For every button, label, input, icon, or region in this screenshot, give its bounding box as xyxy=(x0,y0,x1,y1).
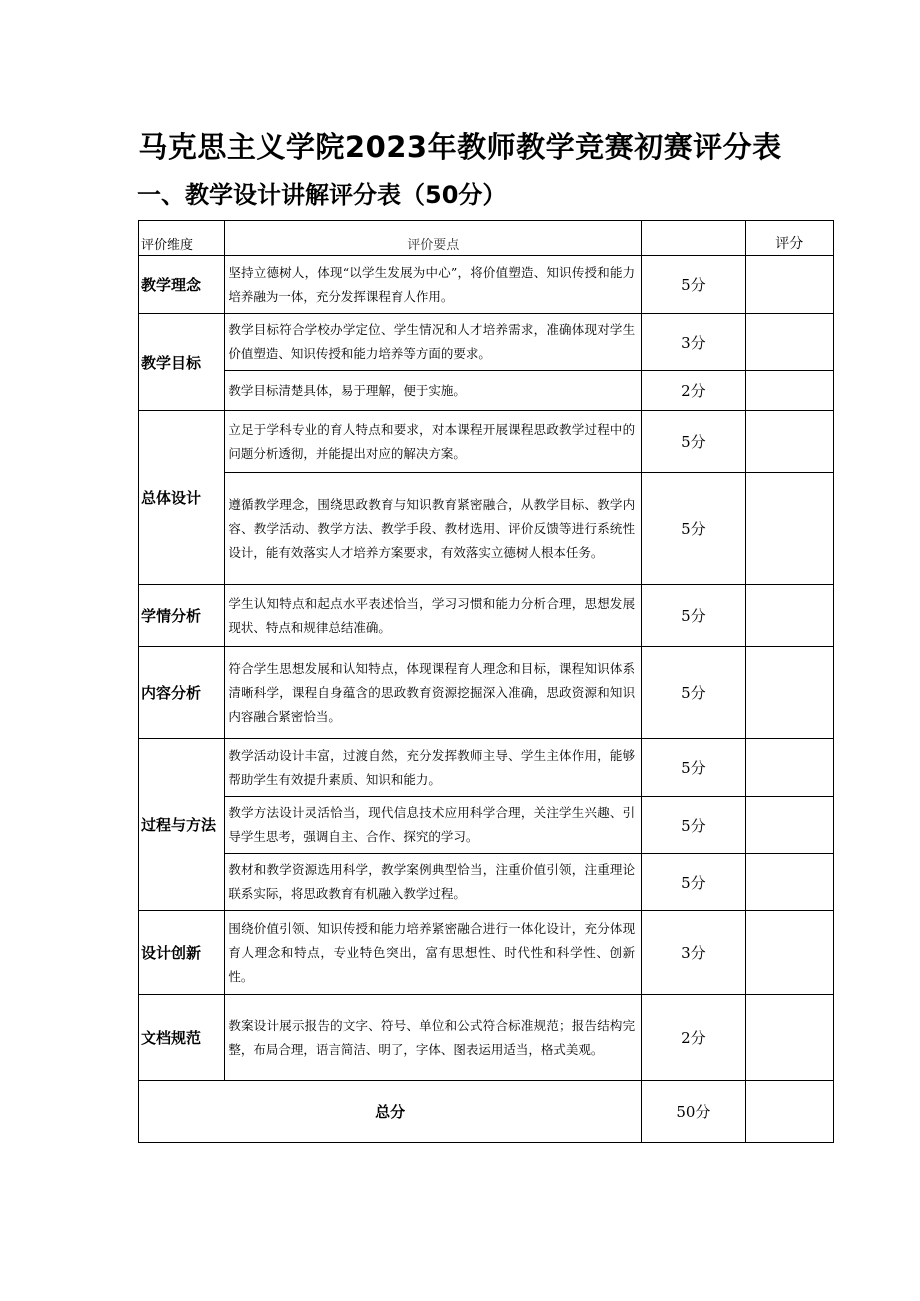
points-cell: 2分 xyxy=(642,995,745,1081)
total-row xyxy=(139,1081,834,1143)
header-criteria: 评价要点 xyxy=(225,221,642,256)
criteria-cell: 教材和教学资源选用科学，教学案例典型恰当，注重价值引领，注重理论联系实际，将思政教育有机融入教学过程。 xyxy=(225,854,642,911)
points-cell: 2分 xyxy=(642,371,745,411)
dimension-cell: 总体设计 xyxy=(139,411,225,585)
table-row xyxy=(139,854,834,911)
page-title: 马克思主义学院2023年教师教学竞赛初赛评分表 xyxy=(138,130,782,164)
dimension-cell: 设计创新 xyxy=(139,911,225,995)
points-cell: 3分 xyxy=(642,314,745,371)
score-input-cell[interactable] xyxy=(745,739,833,797)
table-row xyxy=(139,911,834,995)
total-score-input-cell[interactable] xyxy=(745,1081,833,1143)
table-row xyxy=(139,314,834,371)
points-cell: 5分 xyxy=(642,256,745,314)
score-input-cell[interactable] xyxy=(745,411,833,473)
table-header-row xyxy=(139,221,834,256)
points-cell: 5分 xyxy=(642,411,745,473)
table-row xyxy=(139,647,834,739)
table-row xyxy=(139,473,834,585)
score-input-cell[interactable] xyxy=(745,854,833,911)
points-cell: 5分 xyxy=(642,854,745,911)
score-input-cell[interactable] xyxy=(745,371,833,411)
table-row xyxy=(139,411,834,473)
points-cell: 3分 xyxy=(642,911,745,995)
points-cell: 5分 xyxy=(642,473,745,585)
score-input-cell[interactable] xyxy=(745,911,833,995)
criteria-cell: 遵循教学理念，围绕思政教育与知识教育紧密融合，从教学目标、教学内容、教学活动、教学方法、教学手段、教材选用、评价反馈等进行系统性设计，能有效落实人才培养方案要求，有效落实立德树人根本任务。 xyxy=(225,473,642,585)
table-row xyxy=(139,995,834,1081)
dimension-cell: 过程与方法 xyxy=(139,739,225,911)
score-input-cell[interactable] xyxy=(745,797,833,854)
criteria-cell: 坚持立德树人，体现“以学生发展为中心”，将价值塑造、知识传授和能力培养融为一体，充分发挥课程育人作用。 xyxy=(225,256,642,314)
points-cell: 5分 xyxy=(642,585,745,647)
criteria-cell: 立足于学科专业的育人特点和要求，对本课程开展课程思政教学过程中的问题分析透彻，并能提出对应的解决方案。 xyxy=(225,411,642,473)
criteria-cell: 教学目标清楚具体，易于理解，便于实施。 xyxy=(225,371,642,411)
header-dimension: 评价维度 xyxy=(139,221,225,256)
table-row xyxy=(139,797,834,854)
criteria-cell: 教学目标符合学校办学定位、学生情况和人才培养需求，准确体现对学生价值塑造、知识传授和能力培养等方面的要求。 xyxy=(225,314,642,371)
score-input-cell[interactable] xyxy=(745,314,833,371)
score-input-cell[interactable] xyxy=(745,473,833,585)
criteria-cell: 教学活动设计丰富，过渡自然，充分发挥教师主导、学生主体作用，能够帮助学生有效提升素质、知识和能力。 xyxy=(225,739,642,797)
table-row xyxy=(139,371,834,411)
total-points: 50分 xyxy=(642,1081,745,1143)
total-label: 总分 xyxy=(139,1081,642,1143)
score-input-cell[interactable] xyxy=(745,585,833,647)
score-input-cell[interactable] xyxy=(745,256,833,314)
score-input-cell[interactable] xyxy=(745,647,833,739)
table-row xyxy=(139,739,834,797)
dimension-cell: 内容分析 xyxy=(139,647,225,739)
score-input-cell[interactable] xyxy=(745,995,833,1081)
criteria-cell: 教案设计展示报告的文字、符号、单位和公式符合标准规范；报告结构完整，布局合理，语言简洁、明了，字体、图表运用适当，格式美观。 xyxy=(225,995,642,1081)
dimension-cell: 教学理念 xyxy=(139,256,225,314)
table-row xyxy=(139,585,834,647)
header-score: 评分 xyxy=(745,221,833,256)
criteria-cell: 围绕价值引领、知识传授和能力培养紧密融合进行一体化设计，充分体现育人理念和特点，专业特色突出，富有思想性、时代性和科学性、创新性。 xyxy=(225,911,642,995)
points-cell: 5分 xyxy=(642,739,745,797)
dimension-cell: 教学目标 xyxy=(139,314,225,411)
criteria-cell: 学生认知特点和起点水平表述恰当，学习习惯和能力分析合理，思想发展现状、特点和规律总结准确。 xyxy=(225,585,642,647)
criteria-cell: 符合学生思想发展和认知特点，体现课程育人理念和目标，课程知识体系清晰科学，课程自身蕴含的思政教育资源挖掘深入准确，思政资源和知识内容融合紧密恰当。 xyxy=(225,647,642,739)
points-cell: 5分 xyxy=(642,647,745,739)
dimension-cell: 文档规范 xyxy=(139,995,225,1081)
dimension-cell: 学情分析 xyxy=(139,585,225,647)
section-title: 一、教学设计讲解评分表（50分） xyxy=(137,181,507,209)
criteria-cell: 教学方法设计灵活恰当，现代信息技术应用科学合理，关注学生兴趣、引导学生思考，强调自主、合作、探究的学习。 xyxy=(225,797,642,854)
table-row xyxy=(139,256,834,314)
points-cell: 5分 xyxy=(642,797,745,854)
header-points xyxy=(642,221,745,256)
scoring-table xyxy=(138,220,834,1143)
